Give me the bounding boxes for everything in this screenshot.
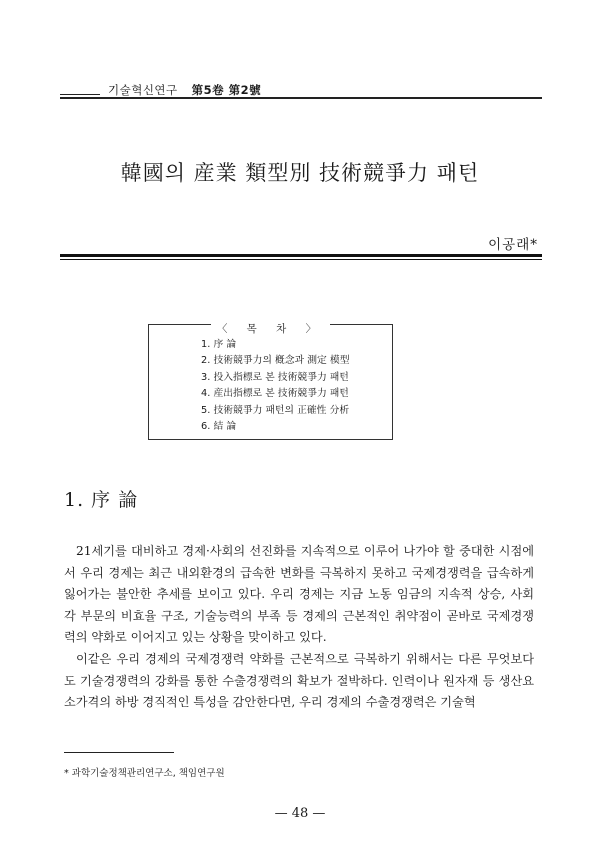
toc-item: 3. 投入指標로 본 技術競爭力 패턴: [201, 371, 349, 383]
page-number: — 48 —: [274, 806, 326, 821]
journal-issue: 第5卷 第2號: [191, 83, 262, 97]
running-header: [108, 82, 261, 98]
paragraph: 이같은 우리 경제의 국제경쟁력 약화를 근본적으로 극복하기 위해서는 다른 무엇보다도 기술경쟁력의 강화를 통한 수출경쟁력의 확보가 절박하다. 인력이나 원자재 등 생산요소가격의 하방 경직적인 특성을 감안한다면, 우리 경제의 수출경쟁력은 기술혁: [64, 651, 534, 710]
header-rule-short: [60, 94, 100, 95]
section-heading: 1. 序 論: [64, 489, 139, 511]
footnote-rule: [64, 752, 174, 753]
toc-item: 6. 結 論: [201, 421, 237, 433]
toc-item: 5. 技術競爭力 패턴의 正確性 分析: [201, 404, 350, 416]
toc-item: 2. 技術競爭力의 槪念과 測定 模型: [201, 355, 350, 367]
toc-list: [201, 337, 350, 435]
author: 이공래*: [488, 237, 538, 253]
paper-title: 韓國의 産業 類型別 技術競爭力 패턴: [120, 161, 480, 185]
toc-item: 4. 産出指標로 본 技術競爭力 패턴: [201, 388, 349, 400]
footnote: * 과학기술정책관리연구소, 책임연구원: [64, 768, 225, 779]
body-text: [64, 541, 534, 714]
toc-item: 1. 序 論: [201, 339, 237, 350]
toc-heading: 〈 목 차 〉: [211, 323, 330, 335]
title-rule-thick: [60, 254, 542, 257]
journal-name: 기술혁신연구: [108, 83, 178, 97]
table-of-contents: [148, 324, 393, 440]
paragraph: 21세기를 대비하고 경제·사회의 선진화를 지속적으로 이루어 나가야 할 중대한 시점에서 우리 경제는 최근 내외환경의 급속한 변화를 극복하지 못하고 국제경쟁력을 급속하게 잃어가는 불안한 추세를 보이고 있다. 우리 경제는 지금 노동 임금의 지속적 상승, 사회 각 부문의 비효율 구조, 기술능력의 부족 등 경제의 근본적인 취약점이 곧바로 국제경쟁력의 약화로 이어지고 있는 상황을 맞이하고 있다.: [64, 544, 534, 645]
title-rule-thin: [60, 259, 542, 260]
